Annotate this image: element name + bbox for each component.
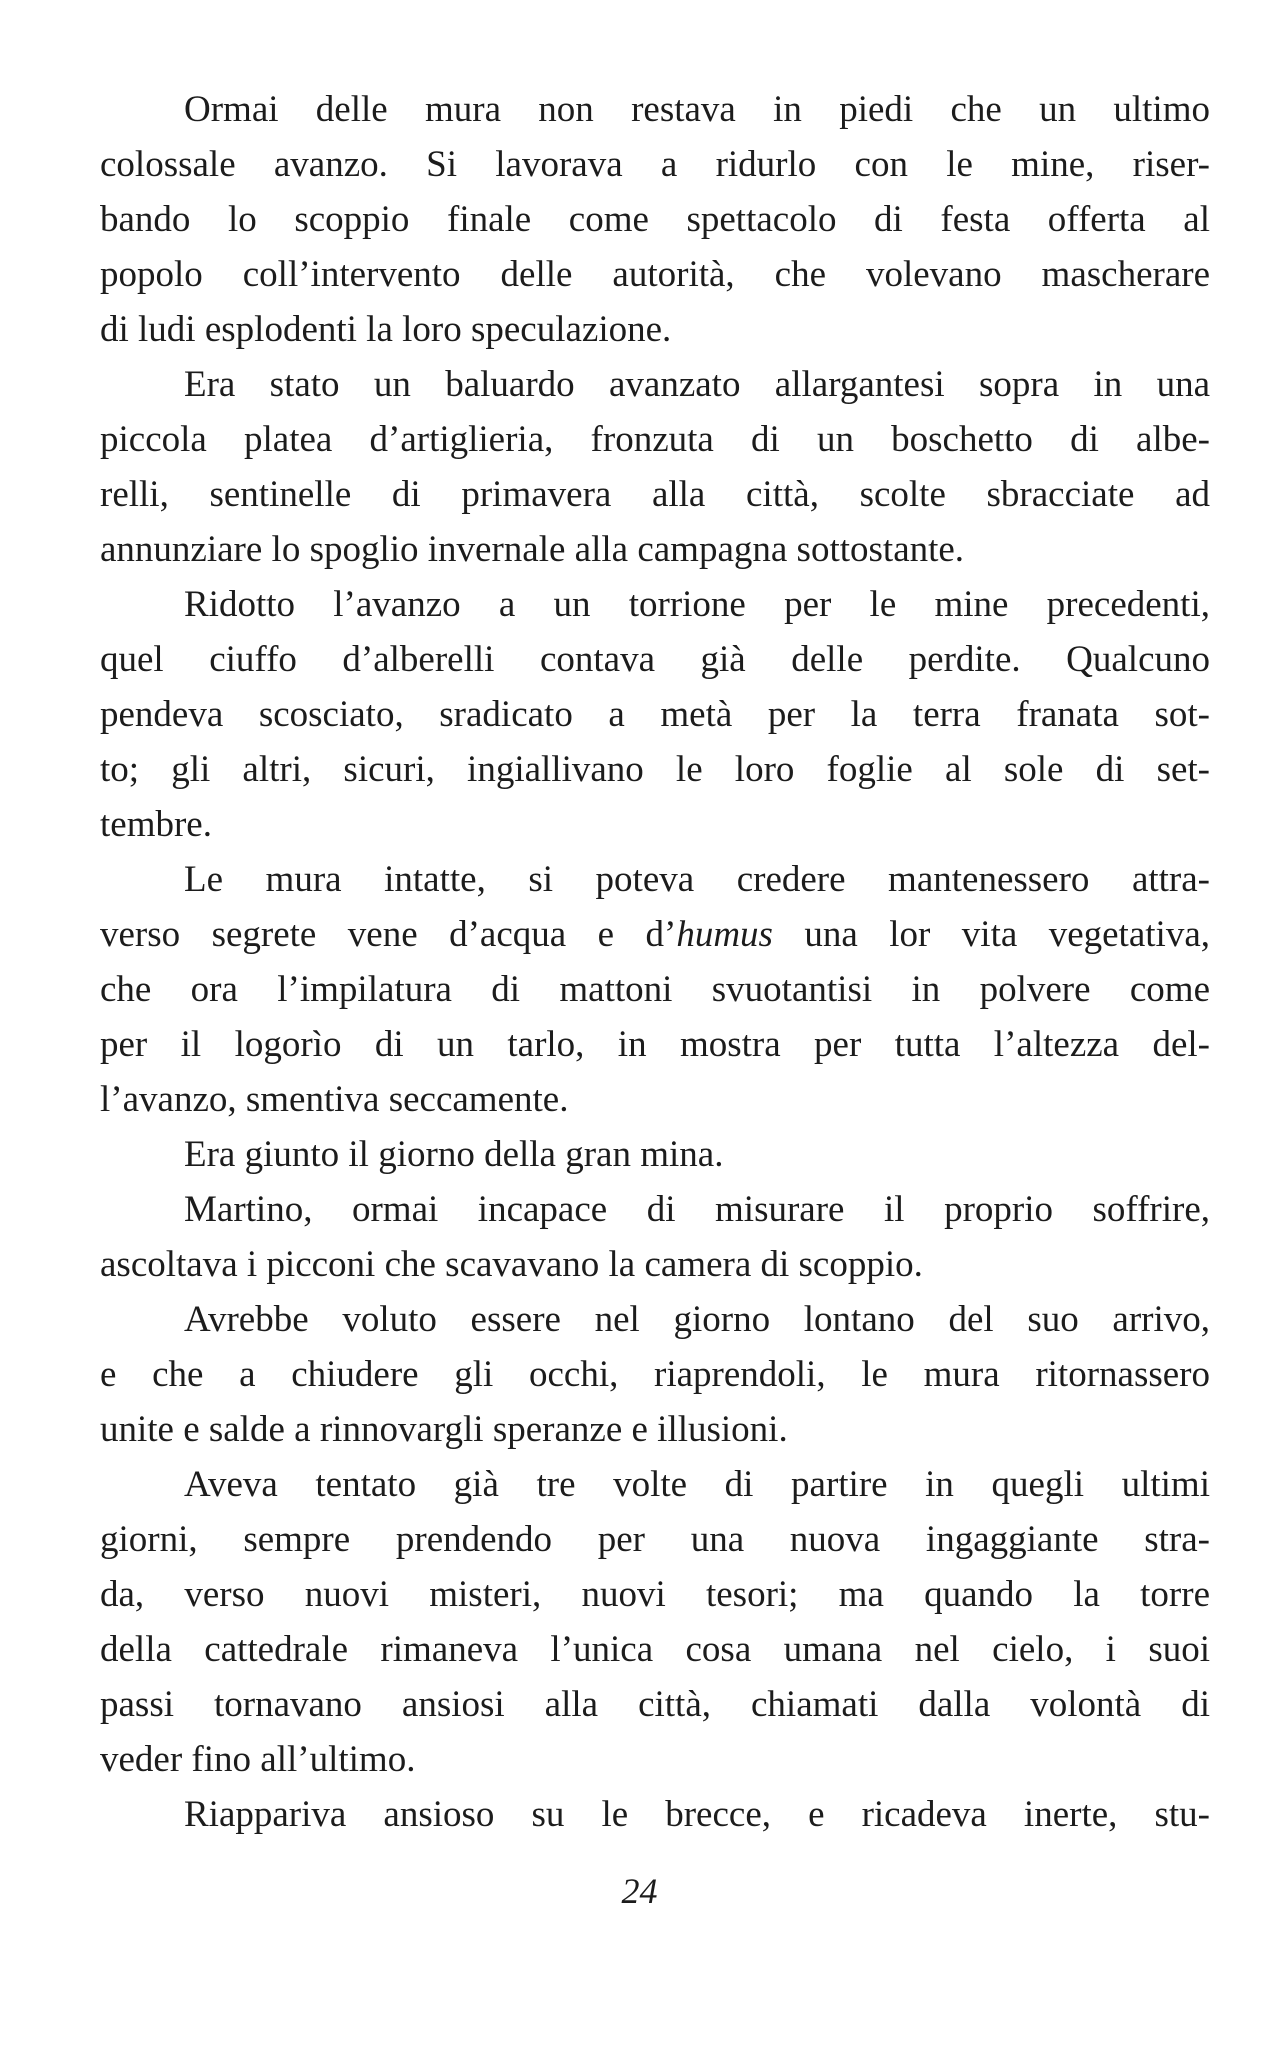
text-line: quel ciuffo d’alberelli contava già delle perdite. Qualcuno [100, 639, 1210, 680]
italic-word: humus [676, 914, 773, 955]
text-line: giorni, sempre prendendo per una nuova ingaggiante stra- [100, 1519, 1210, 1560]
text-line: di ludi esplodenti la loro speculazione. [100, 309, 672, 350]
text-line: Martino, ormai incapace di misurare il proprio soffrire, [184, 1189, 1210, 1230]
text-line: della cattedrale rimaneva l’unica cosa umana nel cielo, i suoi [100, 1629, 1210, 1670]
text-line: Le mura intatte, si poteva credere mantenessero attra- [184, 859, 1210, 900]
text-segment: una lor vita vegetativa, [772, 914, 1210, 955]
text-line: passi tornavano ansiosi alla città, chiamati dalla volontà di [100, 1684, 1210, 1725]
text-line: da, verso nuovi misteri, nuovi tesori; ma quando la torre [100, 1574, 1210, 1615]
text-line: pendeva scosciato, sradicato a metà per la terra franata sot- [100, 694, 1210, 735]
text-line: popolo coll’intervento delle autorità, che volevano mascherare [100, 254, 1210, 295]
text-line: colossale avanzo. Si lavorava a ridurlo con le mine, riser- [100, 144, 1210, 185]
text-line: Ridotto l’avanzo a un torrione per le mine precedenti, [184, 584, 1210, 625]
text-line: Avrebbe voluto essere nel giorno lontano del suo arrivo, [184, 1299, 1210, 1340]
text-line: l’avanzo, smentiva seccamente. [100, 1079, 569, 1120]
text-line: veder fino all’ultimo. [100, 1739, 416, 1780]
text-line-with-italic [100, 907, 1210, 962]
text-line: to; gli altri, sicuri, ingiallivano le loro foglie al sole di set- [100, 749, 1210, 790]
text-line: per il logorìo di un tarlo, in mostra per tutta l’altezza del- [100, 1024, 1210, 1065]
text-line: tembre. [100, 804, 212, 845]
text-line: e che a chiudere gli occhi, riaprendoli, le mura ritornassero [100, 1354, 1210, 1395]
text-line: che ora l’impilatura di mattoni svuotantisi in polvere come [100, 969, 1210, 1010]
text-line: Era giunto il giorno della gran mina. [184, 1134, 724, 1175]
text-block [100, 82, 1210, 1842]
text-line: Era stato un baluardo avanzato allargantesi sopra in una [184, 364, 1210, 405]
text-line: unite e salde a rinnovargli speranze e illusioni. [100, 1409, 788, 1450]
text-line: relli, sentinelle di primavera alla città, scolte sbracciate ad [100, 474, 1210, 515]
text-line: Aveva tentato già tre volte di partire in quegli ultimi [184, 1464, 1210, 1505]
text-line: Riappariva ansioso su le brecce, e ricadeva inerte, stu- [184, 1794, 1210, 1835]
text-line: Ormai delle mura non restava in piedi che un ultimo [184, 89, 1210, 130]
text-line: bando lo scoppio finale come spettacolo di festa offerta al [100, 199, 1210, 240]
text-line: annunziare lo spoglio invernale alla campagna sottostante. [100, 529, 965, 570]
page-number: 24 [621, 1871, 658, 1911]
text-segment: verso segrete vene d’acqua e d’ [100, 914, 677, 955]
text-line: piccola platea d’artiglieria, fronzuta di un boschetto di albe- [100, 419, 1210, 460]
text-line: ascoltava i picconi che scavavano la camera di scoppio. [100, 1244, 923, 1285]
